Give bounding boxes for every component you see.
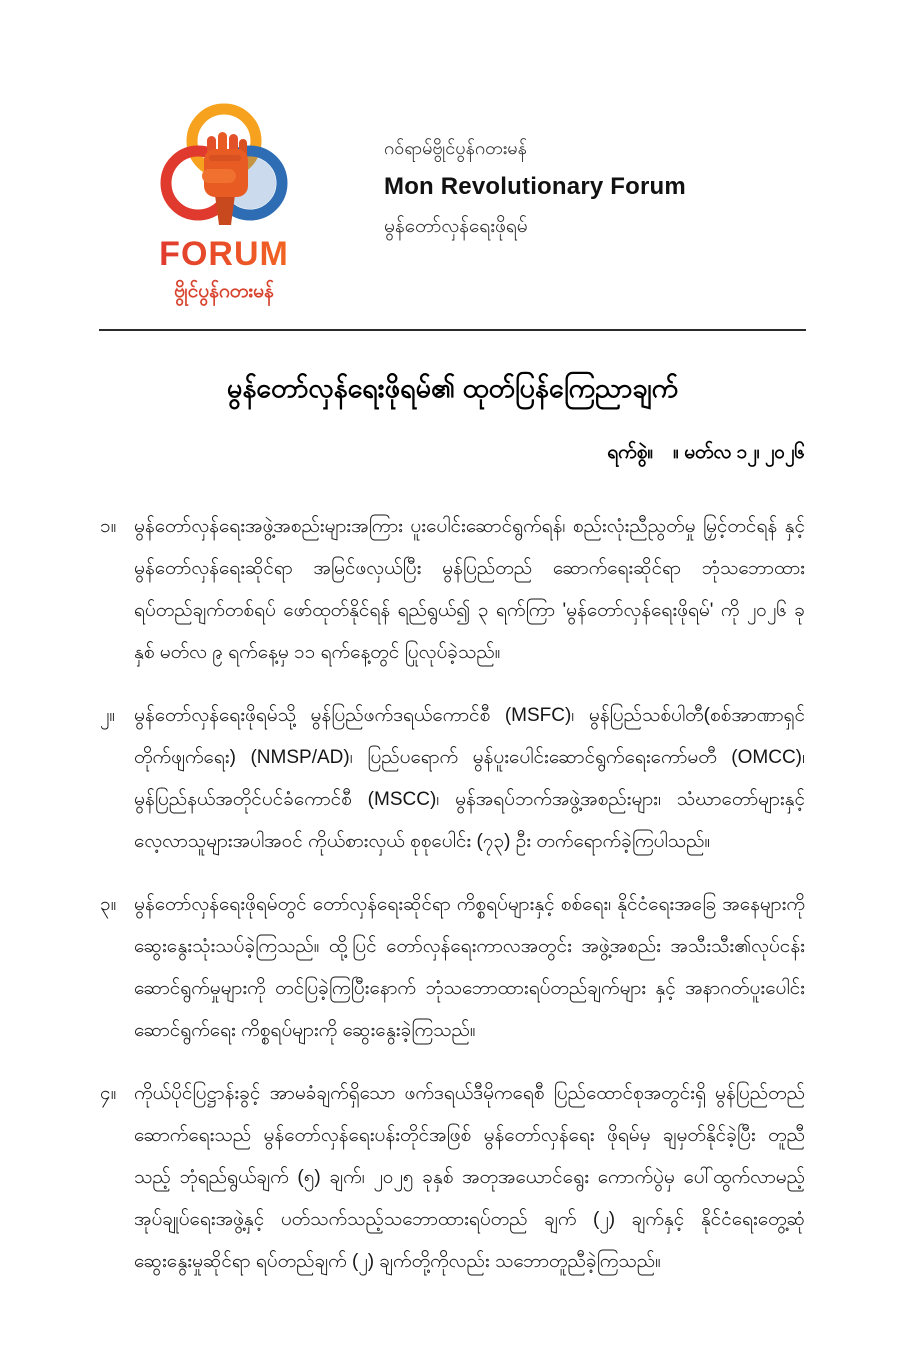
org-name-burmese: မွန်တော်လှန်ရေးဖိုရမ် (384, 216, 528, 238)
paragraph-4-number: ၄။ (100, 1083, 117, 1105)
paragraph-1-number: ၁။ (100, 516, 117, 538)
statement-body (0, 367, 904, 1364)
forum-logo-rings-icon (149, 103, 299, 233)
forum-logo (138, 103, 310, 307)
logo-mon-script-text: ဗွိုင်ပွန်ဂတးမန် (174, 280, 274, 302)
paragraph-1-text: မွန်တော်လှန်ရေးအဖွဲ့အစည်းများအကြား ပူးပေါင်းဆောင်ရွက်ရန်၊ စည်းလုံးညီညွတ်မှု မြှင့်တင်ရန် နှင့် မွန်တော်လှန်ရေးဆိုင်ရာ အမြင်ဖလှယ်ပြီး မွန်ပြည်တည် ဆောက်ရေးဆိုင်ရာ ဘုံသဘောထား ရပ်တည်ချက်တစ်ရပ် ဖော်ထုတ်နိုင်ရန် ရည်ရွယ်၍ ၃ ရက်ကြာ 'မွန်တော်လှန်ရေးဖိုရမ်' ကို ၂၀၂၆ ခုနှစ် မတ်လ ၉ ရက်နေ့မှ ၁၁ ရက်နေ့တွင် ပြုလုပ်ခဲ့သည်။ (134, 516, 805, 664)
paragraph-1 (100, 506, 805, 674)
date-label: ရက်စွဲ။ (607, 442, 654, 464)
org-name-mon: ဂဝ်ရာမ်ဗွိုင်ပွန်ဂတးမန် (384, 138, 527, 158)
header-divider (99, 329, 806, 331)
paragraph-3 (100, 884, 805, 1052)
rings-and-fist-icon (149, 103, 299, 233)
paragraph-4-text: ကိုယ်ပိုင်ပြဋ္ဌာန်းခွင့် အာမခံချက်ရှိသော ဖက်ဒရယ်ဒီမိုကရေစီ ပြည်ထောင်စုအတွင်းရှိ မွန်ပြည်တည် ဆောက်ရေးသည် မွန်တော်လှန်ရေးပန်းတိုင်အဖြစ် မွန်တော်လှန်ရေး ဖိုရမ်မှ ချမှတ်နိုင်ခဲ့ပြီး တူညီ သည့် ဘုံရည်ရွယ်ချက် (၅) ချက်၊ ၂၀၂၅ ခုနှစ် အတုအယောင်ရွေး ကောက်ပွဲမှ ပေါ်ထွက်လာမည့် အုပ်ချုပ်ရေးအဖွဲ့နှင့် ပတ်သက်သည့်သဘောထားရပ်တည် ချက် (၂) ချက်နှင့် နိုင်ငံရေးတွေ့ဆုံ ဆွေးနွေးမှုဆိုင်ရာ ရပ်တည်ချက် (၂) ချက်တို့ကိုလည်း သဘောတူညီခဲ့ကြသည်။ (134, 1083, 805, 1273)
paragraph-4 (100, 1073, 805, 1283)
org-name-english: Mon Revolutionary Forum (384, 173, 686, 201)
statement-paragraphs (100, 506, 805, 1283)
logo-forum-wordmark: FORUM (159, 235, 289, 273)
document-header (0, 103, 904, 307)
paragraph-2-number: ၂။ (100, 705, 116, 727)
paragraph-2-text: မွန်တော်လှန်ရေးဖိုရမ်သို့ မွန်ပြည်ဖက်ဒရယ်ကောင်စီ (MSFC)၊ မွန်ပြည်သစ်ပါတီ(စစ်အာဏာရှင်တိုက်ဖျက်ရေး) (NMSP/AD)၊ ပြည်ပရောက် မွန်ပူးပေါင်းဆောင်ရွက်ရေးကော်မတီ (OMCC)၊ မွန်ပြည်နယ်အတိုင်ပင်ခံကောင်စီ (MSCC)၊ မွန်အရပ်ဘက်အဖွဲ့အစည်းများ၊ သံဃာတော်များနှင့် လေ့လာသူများအပါအဝင် ကိုယ်စားလှယ် စုစုပေါင်း (၇၃) ဦး တက်ရောက်ခဲ့ကြပါသည်။ (134, 705, 805, 853)
statement-title: မွန်တော်လှန်ရေးဖိုရမ်၏ ထုတ်ပြန်ကြေညာချက် (226, 373, 679, 404)
date-line (100, 440, 805, 468)
paragraph-2 (100, 695, 805, 863)
paragraph-3-number: ၃။ (100, 894, 117, 916)
organization-names (384, 131, 686, 246)
date-value: ။ မတ်လ ၁၂၊ ၂၀၂၆ (673, 442, 805, 464)
paragraph-3-text: မွန်တော်လှန်ရေးဖိုရမ်တွင် တော်လှန်ရေးဆိုင်ရာ ကိစ္စရပ်များနှင့် စစ်ရေး၊ နိုင်ငံရေးအခြေ အနေများကို ဆွေးနွေးသုံးသပ်ခဲ့ကြသည်။ ထို့ပြင် တော်လှန်ရေးကာလအတွင်း အဖွဲ့အစည်း အသီးသီး၏လုပ်ငန်းဆောင်ရွက်မှုများကို တင်ပြခဲ့ကြပြီးနောက် ဘုံသဘောထားရပ်တည်ချက်များ နှင့် အနာဂတ်ပူးပေါင်းဆောင်ရွက်ရေး ကိစ္စရပ်များကို ဆွေးနွေးခဲ့ကြသည်။ (134, 894, 805, 1042)
